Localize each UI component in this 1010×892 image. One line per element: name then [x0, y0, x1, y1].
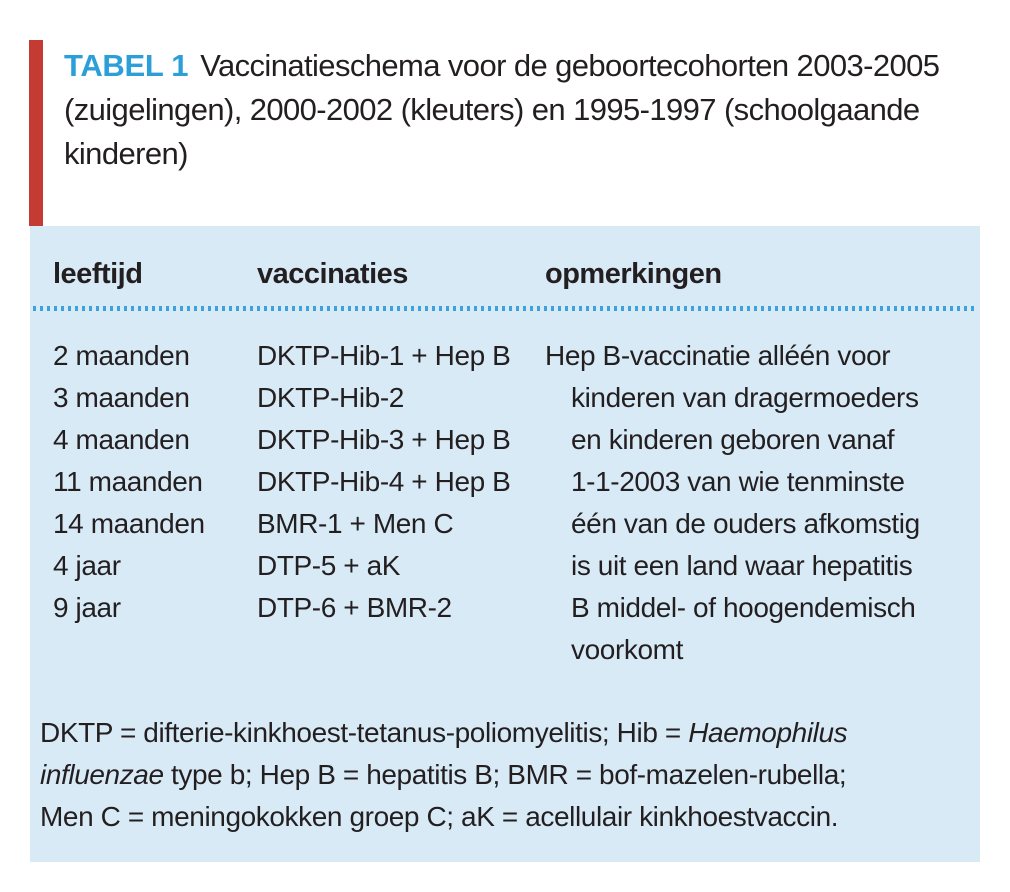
vaccination-schedule-panel: [30, 226, 980, 862]
table-title: [64, 44, 972, 176]
opmerkingen-line: één van de ouders afkomstig: [571, 508, 920, 539]
vaccinaties-cell: DKTP-Hib-3 + Hep B: [257, 424, 511, 455]
footnote-italic-term: influenzae: [40, 759, 164, 790]
footnote-text: Men C = meningokokken groep C; aK = acellulair kinkhoestvaccin.: [40, 801, 839, 832]
column-leeftijd-values: [53, 335, 205, 629]
footnote-text: type b; Hep B = hepatitis B; BMR = bof-mazelen-rubella;: [163, 759, 847, 790]
opmerkingen-line: kinderen van dragermoeders: [571, 382, 919, 413]
table-number-label: TABEL 1: [64, 48, 189, 83]
vaccinaties-cell: BMR-1 + Men C: [257, 508, 454, 539]
opmerkingen-line: 1-1-2003 van wie tenminste: [571, 466, 905, 497]
footnote-line: [40, 754, 976, 796]
opmerkingen-line: voorkomt: [571, 634, 683, 665]
opmerkingen-line: is uit een land waar hepatitis: [571, 550, 913, 581]
opmerkingen-line: en kinderen geboren vanaf: [571, 424, 895, 455]
dotted-divider: [33, 306, 978, 311]
leeftijd-cell: 3 maanden: [53, 382, 190, 413]
leeftijd-cell: 4 maanden: [53, 424, 190, 455]
red-accent-bar: [29, 40, 43, 226]
column-header-vaccinaties: vaccinaties: [257, 258, 408, 290]
vaccinaties-cell: DTP-5 + aK: [257, 550, 401, 581]
leeftijd-cell: 2 maanden: [53, 340, 190, 371]
column-header-opmerkingen: opmerkingen: [545, 258, 722, 290]
leeftijd-cell: 14 maanden: [53, 508, 205, 539]
vaccinaties-cell: DTP-6 + BMR-2: [257, 592, 452, 623]
leeftijd-cell: 11 maanden: [53, 466, 203, 497]
column-header-leeftijd: leeftijd: [53, 258, 143, 290]
vaccinaties-cell: DKTP-Hib-4 + Hep B: [257, 466, 511, 497]
footnote-line: [40, 796, 976, 838]
leeftijd-cell: 9 jaar: [53, 592, 121, 623]
vaccinaties-cell: DKTP-Hib-1 + Hep B: [257, 340, 511, 371]
vaccinaties-cell: DKTP-Hib-2: [257, 382, 404, 413]
opmerkingen-line: B middel- of hoogendemisch: [571, 592, 916, 623]
table-title-text: Vaccinatieschema voor de geboortecohorten 2003-2005 (zuigelingen), 2000-2002 (kleuters) en 1995-1997 (schoolgaande kinderen): [64, 48, 940, 171]
opmerkingen-line: Hep B-vaccinatie alléén voor: [545, 340, 891, 371]
leeftijd-cell: 4 jaar: [53, 550, 121, 581]
footnote-italic-term: Haemophilus: [688, 717, 848, 748]
footnote-line: [40, 712, 976, 754]
footnote-text: DKTP = difterie-kinkhoest-tetanus-poliomyelitis; Hib =: [40, 717, 689, 748]
abbreviation-footnote: [40, 712, 976, 838]
column-vaccinaties-values: [257, 335, 510, 629]
column-opmerkingen-note: [545, 335, 975, 671]
